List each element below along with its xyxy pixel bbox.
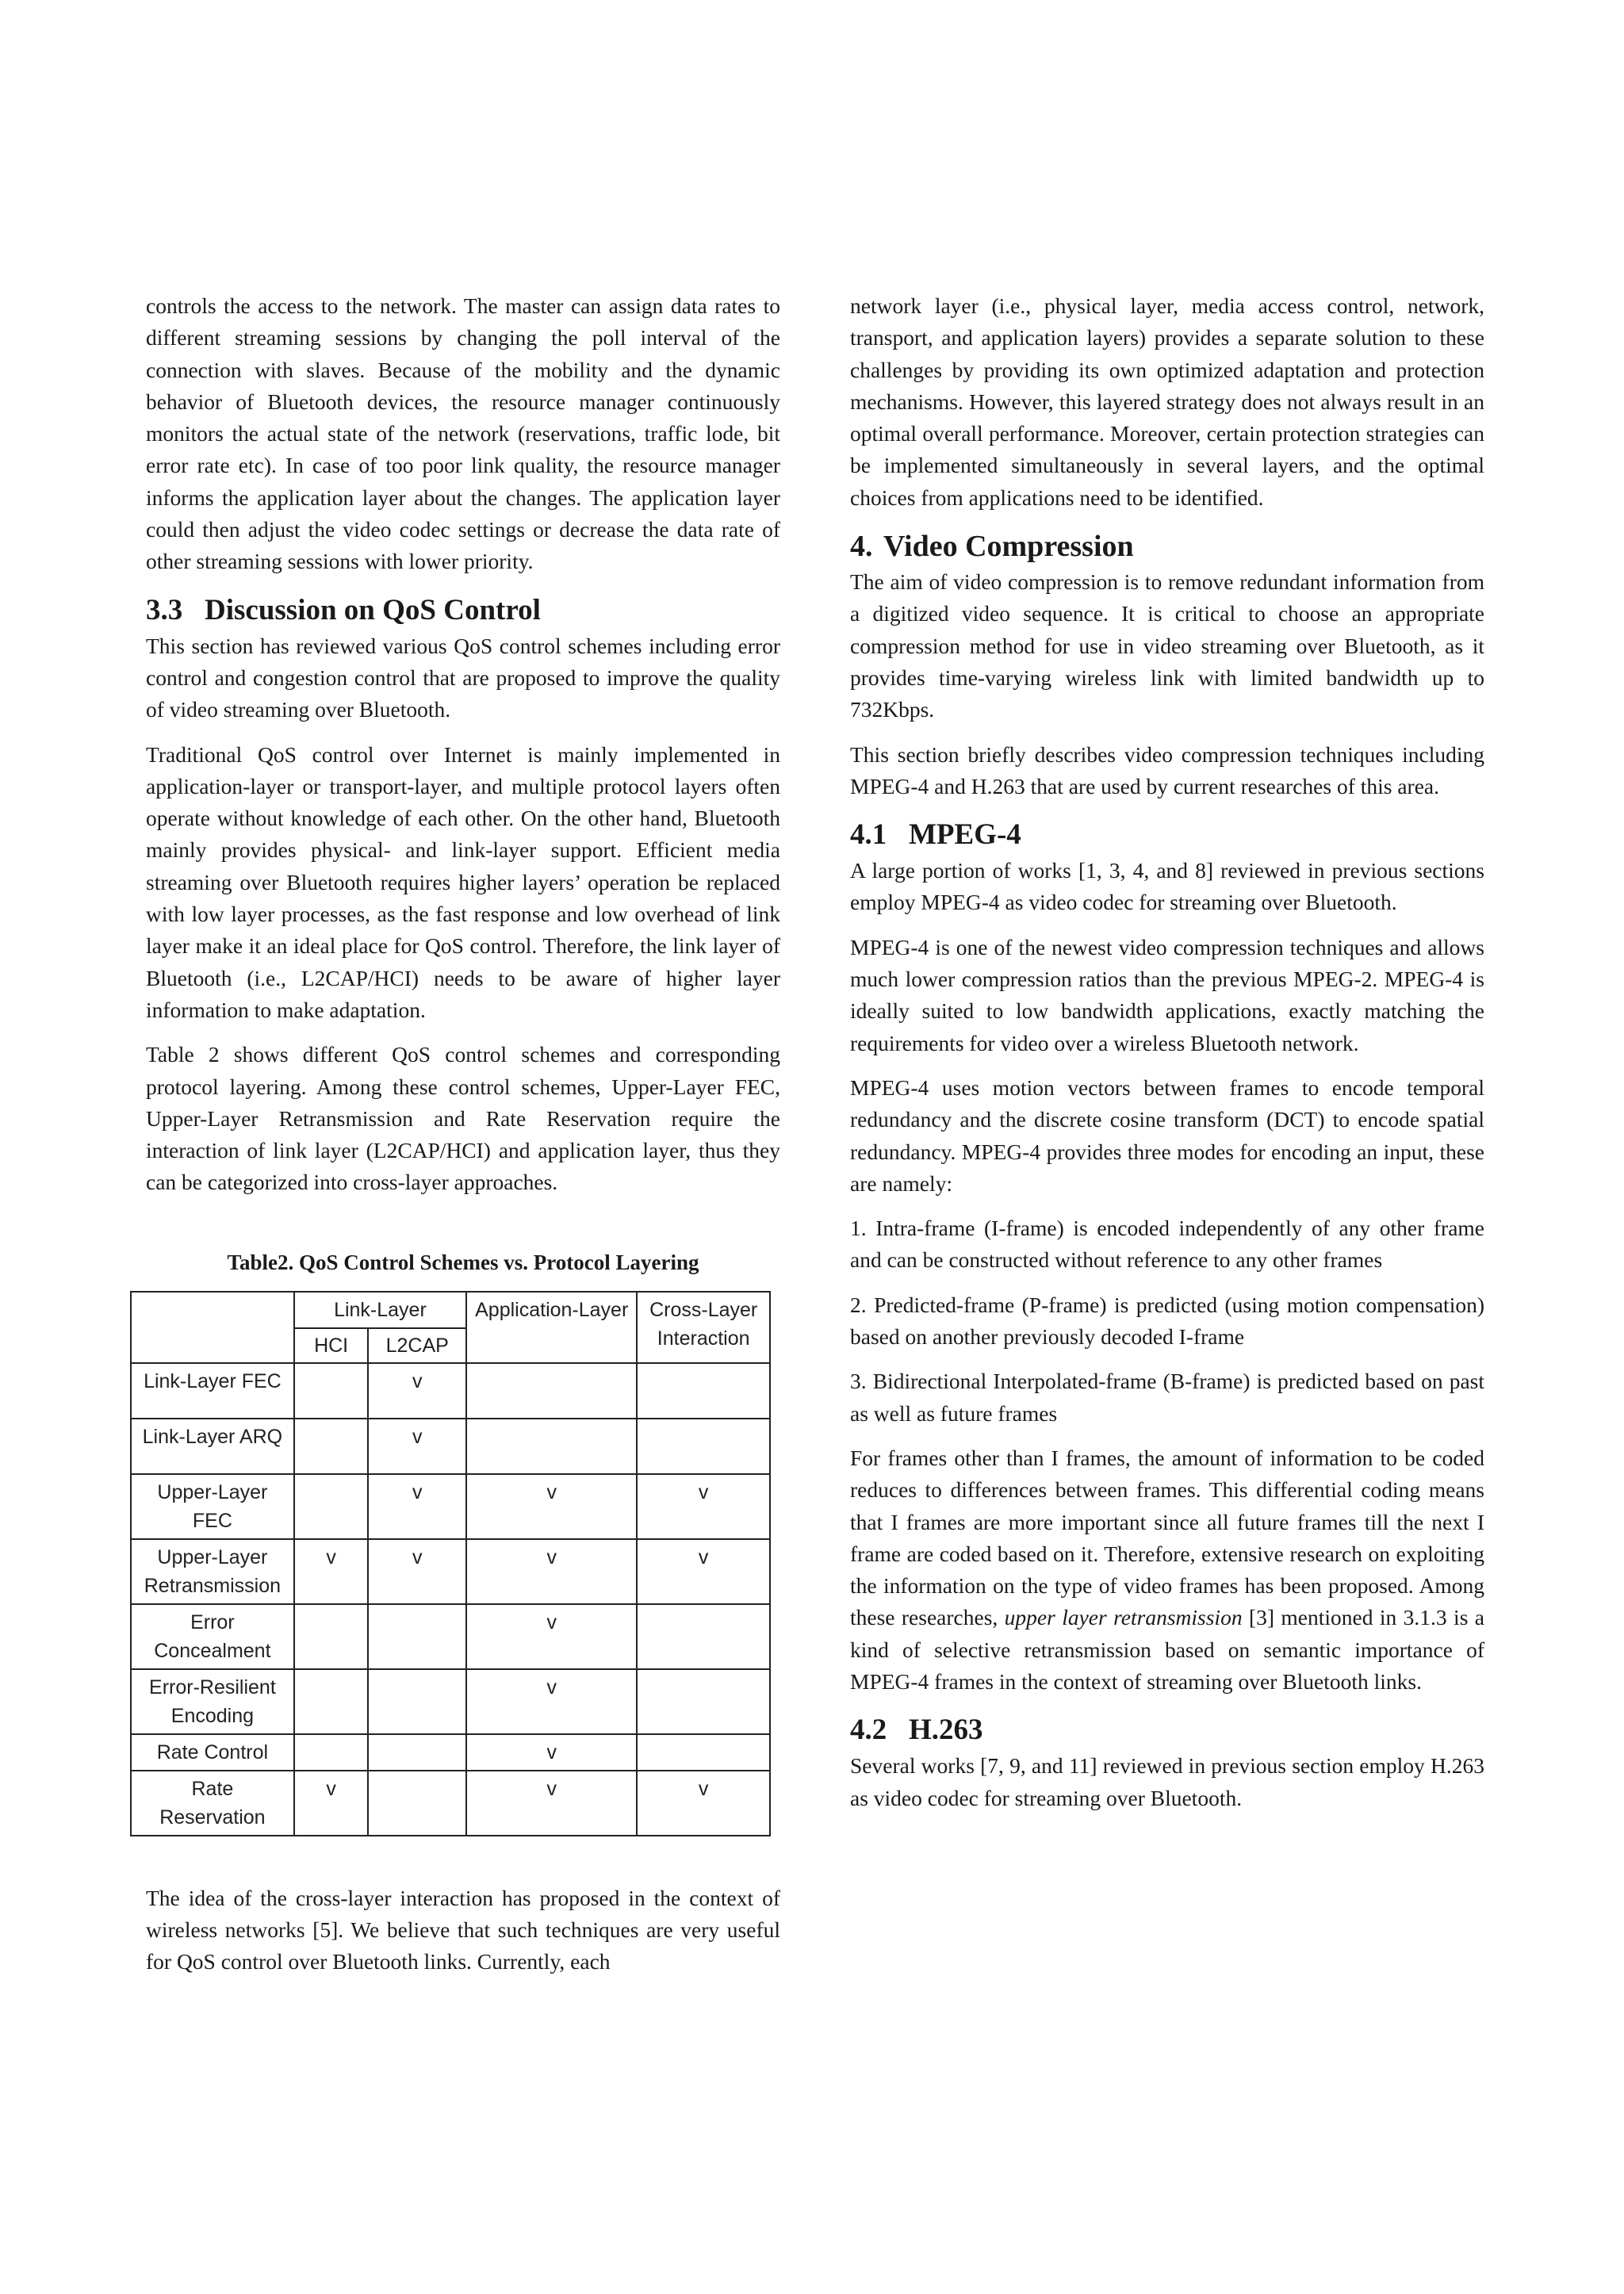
cell-cross [637,1734,770,1771]
paragraph: Table 2 shows different QoS control schemes and corresponding protocol layering. Among these control schemes, Upper-Layer FEC, Upper-Layer Retransmission and Rate Reservation require the interaction of link layer (L2CAP/HCI) and application layer, thus they can be categorized into cross-layer approaches. [146,1042,780,1195]
cell-l2cap: v [368,1419,466,1474]
cell-hci [294,1474,369,1539]
cell-l2cap: v [368,1539,466,1604]
section-number: 4.1 [850,818,887,852]
section-number: 3.3 [146,593,183,626]
table-row [131,1539,770,1604]
paragraph-continued: network layer (i.e., physical layer, media access control, network, transport, and application layers) provides a separate solution to these challenges by providing its own optimized adaptation and protection mechanisms. However, this layered strategy does not always result in an optimal overall performance. Moreover, certain protection strategies can be implemented simultaneously in several layers, and the optimal choices from applications need to be identified. [850,293,1484,510]
cell-cross [637,1363,770,1419]
table-row [131,1363,770,1419]
row-scheme: Upper-Layer FEC [131,1474,294,1539]
paragraph: This section briefly describes video compression techniques including MPEG-4 and H.263 that are used by current researches of this area. [850,741,1484,798]
section-title: Video Compression [883,530,1134,564]
text-run: [3] mentioned in 3.1.3 is a kind of selective retransmission based on semantic importance of MPEG-4 frames in the context of streaming over Bluetooth links. [850,1605,1484,1694]
section-title: MPEG-4 [909,818,1021,852]
section-title: Discussion on QoS Control [205,593,541,626]
header-cross-layer: Cross-Layer Interaction [637,1292,770,1363]
table-corner-cell [131,1292,294,1363]
cell-cross: v [637,1771,770,1836]
row-scheme: Error-Resilient Encoding [131,1669,294,1734]
cell-l2cap [368,1734,466,1771]
table-row [131,1474,770,1539]
cell-l2cap: v [368,1474,466,1539]
paragraph: MPEG-4 is one of the newest video compression techniques and allows much lower compression ratios than the previous MPEG-2. MPEG-4 is ideally suited to low bandwidth applications, exactly matching the requirements for video over a wireless Bluetooth network. [850,934,1484,1055]
header-link-layer: Link-Layer [294,1292,466,1328]
list-item: 2. Predicted-frame (P-frame) is predicted (using motion compensation) based on another previously decoded I-frame [850,1292,1484,1350]
header-application-layer: Application-Layer [466,1292,637,1363]
cell-cross [637,1419,770,1474]
cell-app: v [466,1734,637,1771]
cell-app [466,1419,637,1474]
section-3-3-heading [146,591,780,630]
table-row [131,1669,770,1734]
cell-hci [294,1734,369,1771]
paragraph [850,1442,1484,1698]
cell-cross: v [637,1474,770,1539]
header-l2cap: L2CAP [368,1328,466,1363]
table-caption: Table2. QoS Control Schemes vs. Protocol Layering [227,1250,699,1274]
section-number: 4. [850,530,873,564]
cell-app: v [466,1669,637,1734]
paragraph-after-table: The idea of the cross-layer interaction has proposed in the context of wireless networks [5]. We believe that such techniques are very useful for QoS control over Bluetooth links. Currently, each [146,1885,780,1974]
row-scheme: Error Concealment [131,1604,294,1669]
cell-cross: v [637,1539,770,1604]
cell-hci: v [294,1539,369,1604]
text-run: For frames other than I frames, the amount of information to be coded reduces to differences between frames. This differential coding means that I frames are more important since all future frames till the next I frame are coded based on it. Therefore, extensive research on exploiting the information on the type of video frames has been proposed. Among these researches, [850,1445,1484,1630]
paragraph: Several works [7, 9, and 11] reviewed in previous section employ H.263 as video codec for streaming over Bluetooth. [850,1753,1484,1810]
cell-l2cap: v [368,1363,466,1419]
section-number: 4.2 [850,1714,887,1747]
cell-l2cap [368,1669,466,1734]
row-scheme: Rate Reservation [131,1771,294,1836]
qos-layering-table [130,1291,771,1836]
paragraph: MPEG-4 uses motion vectors between frames to encode temporal redundancy and the discrete cosine transform (DCT) to encode spatial redundancy. MPEG-4 provides three modes for encoding an input, these are namely: [850,1074,1484,1196]
cell-hci: v [294,1771,369,1836]
header-hci: HCI [294,1328,369,1363]
list-item: 3. Bidirectional Interpolated-frame (B-frame) is predicted based on past as well as future frames [850,1369,1484,1426]
cell-hci [294,1669,369,1734]
cell-cross [637,1669,770,1734]
cell-l2cap [368,1771,466,1836]
list-item: 1. Intra-frame (I-frame) is encoded independently of any other frame and can be constructed without reference to any other frames [850,1216,1484,1273]
cell-hci [294,1604,369,1669]
cell-app: v [466,1771,637,1836]
section-title: H.263 [909,1714,983,1747]
section-4-1-heading [850,815,1484,855]
paragraph: A large portion of works [1, 3, 4, and 8] reviewed in previous sections employ MPEG-4 as video codec for streaming over Bluetooth. [850,858,1484,915]
row-scheme: Rate Control [131,1734,294,1771]
row-scheme: Upper-Layer Retransmission [131,1539,294,1604]
cell-app: v [466,1604,637,1669]
table-header-row [131,1292,770,1328]
section-4-heading [850,527,1484,566]
right-column [850,290,1484,1827]
paragraph: The aim of video compression is to remove redundant information from a digitized video sequence. It is critical to choose an appropriate compression method for use in video streaming over Bluetooth, as it provides time-varying wireless link with limited bandwidth up to 732Kbps. [850,569,1484,722]
row-scheme: Link-Layer FEC [131,1363,294,1419]
cell-l2cap [368,1604,466,1669]
table-row [131,1419,770,1474]
paragraph: This section has reviewed various QoS control schemes including error control and congestion control that are proposed to improve the quality of video streaming over Bluetooth. [146,633,780,722]
italic-term: upper layer retransmission [1004,1605,1243,1630]
table-row [131,1734,770,1771]
paragraph-intro: controls the access to the network. The master can assign data rates to different streaming sessions by changing the poll interval of the connection with slaves. Because of the mobility and the dynamic behavior of Bluetooth devices, the resource manager continuously monitors the actual state of the network (reservations, traffic lode, bit error rate etc). In case of too poor link quality, the resource manager informs the application layer about the changes. The application layer could then adjust the video codec settings or decrease the data rate of other streaming sessions with lower priority. [146,293,780,574]
paragraph: Traditional QoS control over Internet is mainly implemented in application-layer or transport-layer, and multiple protocol layers often operate without knowledge of each other. On the other hand, Bluetooth mainly provides physical- and link-layer support. Efficient media streaming over Bluetooth requires higher layers’ operation be replaced with low layer processes, as the fast response and low overhead of link layer make it an ideal place for QoS control. Therefore, the link layer of Bluetooth (i.e., L2CAP/HCI) needs to be aware of higher layer information to make adaptation. [146,741,780,1022]
cell-app [466,1363,637,1419]
cell-app: v [466,1474,637,1539]
cell-cross [637,1604,770,1669]
row-scheme: Link-Layer ARQ [131,1419,294,1474]
cell-app: v [466,1539,637,1604]
section-4-2-heading [850,1710,1484,1750]
cell-hci [294,1363,369,1419]
table-row [131,1604,770,1669]
left-column [142,290,780,1991]
table-row [131,1771,770,1836]
cell-hci [294,1419,369,1474]
